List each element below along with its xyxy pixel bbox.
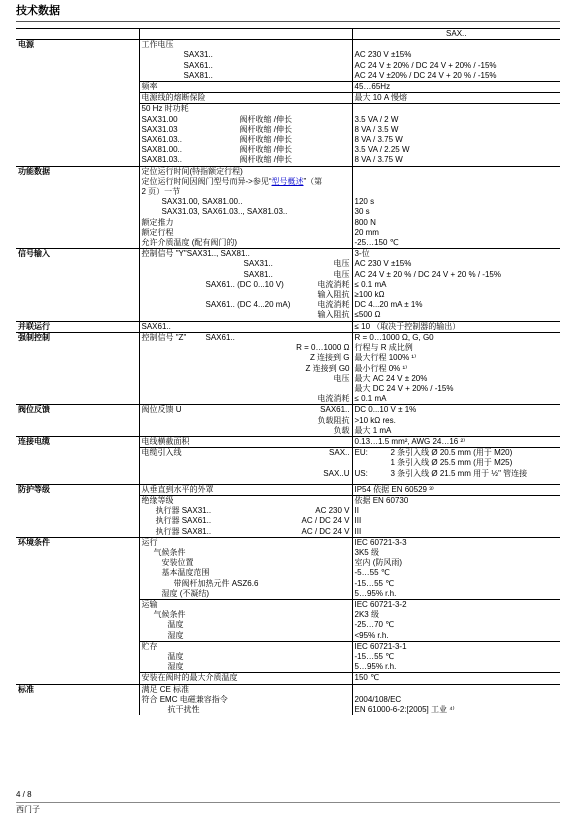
cell-value: AC 230 V ±15% — [354, 50, 412, 60]
cell-value: 800 N — [354, 217, 376, 227]
section-label: 环境条件 — [16, 537, 139, 548]
table-row — [16, 695, 560, 705]
cell-label: SAX61.. (DC 4...20 mA) — [205, 300, 291, 310]
table-row — [16, 61, 560, 71]
table-row — [16, 353, 560, 363]
cell-label: 阀位反馈 U — [141, 405, 182, 415]
cell-value: IEC 60721-3-1 — [352, 641, 560, 652]
cell-label: 湿度 — [139, 662, 352, 673]
cell-label: 电压 — [333, 259, 350, 269]
cell-value: 依据 EN 60730 — [352, 495, 560, 506]
cell-value: AC 24 V ± 20 % / DC 24 V + 20 % / -15% — [354, 269, 501, 279]
cell-label: 阀杆收缩 /伸长 — [239, 135, 292, 145]
cell-value: -25…70 ℃ — [354, 620, 395, 630]
table-row — [16, 135, 560, 145]
cell-value: 150 ℃ — [352, 673, 560, 684]
cell-label: 额定推力 — [139, 218, 352, 228]
cell-label: SAX81.. — [243, 269, 273, 279]
section-label: 标准 — [16, 684, 139, 695]
table-row — [16, 300, 560, 310]
cell-value: 2K3 级 — [354, 610, 379, 620]
table-row — [16, 405, 560, 416]
cell-value: 最大行程 100% ¹⁾ — [354, 353, 417, 363]
cell-label: SAX31.00, SAX81.00.. — [139, 197, 352, 207]
table-row — [16, 495, 560, 506]
table-row — [16, 115, 560, 125]
cell-value: <95% r.h. — [354, 630, 389, 640]
table-row — [16, 218, 560, 228]
cell-value: 最大 DC 24 V + 20% / -15% — [354, 383, 454, 393]
table-row — [16, 620, 560, 630]
table-row — [16, 40, 560, 51]
cell-label: 电压 — [333, 269, 350, 279]
page-title: 技术数据 — [16, 5, 60, 17]
cell-label: 2 页）一节 — [139, 187, 352, 197]
tech-data-table — [16, 28, 560, 715]
cell-value: ≥100 kΩ — [354, 290, 385, 300]
table-row — [16, 705, 560, 715]
table-row — [16, 238, 560, 249]
table-row — [16, 166, 560, 177]
cell-label: ”（第 — [303, 176, 323, 186]
company-name: 西门子 — [16, 805, 40, 814]
section-label: 连接电缆 — [16, 436, 139, 447]
table-row — [16, 652, 560, 662]
cell-label: 控制信号 "Y"SAX31.., SAX81.. — [139, 249, 352, 260]
cell-value: -15…55 ℃ — [354, 651, 395, 661]
cell-value: 5…95% r.h. — [354, 662, 397, 672]
cell-value: 最大 AC 24 V ± 20% — [354, 373, 428, 383]
cell-label: 符合 EMC 电磁兼容指令 — [139, 695, 352, 705]
footer-rule — [16, 802, 560, 803]
cell-value: IP54 依据 EN 60529 ³⁾ — [352, 484, 560, 495]
table-row — [16, 364, 560, 374]
cell-label: 负载阻抗 — [139, 416, 352, 426]
table-row — [16, 558, 560, 568]
table-row — [16, 290, 560, 300]
cell-label: 气候条件 — [139, 548, 352, 558]
table-header-row — [16, 29, 560, 40]
table-row — [16, 394, 560, 405]
section-label: 功能数据 — [16, 166, 139, 177]
cell-value: -5…55 ℃ — [354, 568, 390, 578]
table-row — [16, 416, 560, 426]
cell-value: 2 条引入线 Ø 20.5 mm (用于 M20) — [390, 448, 513, 458]
cell-label: 电源线的熔断保险 — [139, 93, 352, 104]
table-row — [16, 310, 560, 321]
cell-label: 定位运行时间因阀门型号而异->参见“ — [141, 176, 272, 186]
cell-label: 输入阻抗 — [139, 290, 352, 300]
cell-value: -15…55 ℃ — [354, 578, 395, 588]
cell-label: 执行器 SAX61.. — [155, 516, 212, 526]
cell-label: 允许介质温度 (配有阀门的) — [139, 238, 352, 249]
cell-value: EN 61000-6-2:[2005] 工业 ⁴⁾ — [354, 705, 455, 714]
cell-value: 行程与 R 成比例 — [354, 343, 413, 353]
cell-label: 电流消耗 — [139, 394, 352, 405]
table-row — [16, 484, 560, 495]
table-row — [16, 187, 560, 197]
cell-value: 3 条引入线 Ø 21.5 mm 用于 ½" 管连接 — [390, 468, 528, 478]
cell-label: SAX61.. — [139, 321, 352, 332]
cell-label: AC / DC 24 V — [301, 526, 350, 536]
cell-value: EU: — [354, 448, 368, 458]
cell-value: 3K5 级 — [354, 547, 379, 557]
table-row — [16, 332, 560, 343]
cell-label: SAX81.03.. — [141, 155, 182, 165]
cell-value: 8 VA / 3.75 W — [354, 135, 403, 145]
table-row — [16, 589, 560, 600]
cell-value: 室内 (防风雨) — [354, 558, 403, 568]
cell-label: SAX61.. — [139, 61, 352, 71]
table-row — [16, 259, 560, 269]
table-row — [16, 631, 560, 642]
cell-label: SAX31.03 — [141, 124, 178, 134]
table-row — [16, 673, 560, 684]
table-row — [16, 568, 560, 578]
cell-label: 50 Hz 时功耗 — [139, 104, 352, 115]
cell-value: ≤ 0.1 mA — [354, 279, 387, 289]
cell-label: R = 0…1000 Ω — [139, 343, 352, 353]
table-row — [16, 155, 560, 166]
cell-value: 1 条引入线 Ø 25.5 mm (用于 M25) — [390, 458, 513, 468]
table-row — [16, 71, 560, 82]
table-row — [16, 177, 560, 187]
column-header: SAX.. — [352, 29, 560, 40]
cell-value: 3.5 VA / 2.25 W — [354, 145, 410, 155]
cell-label: Z 连接到 G — [139, 353, 352, 363]
table-row — [16, 641, 560, 652]
cell-label: SAX.. — [329, 448, 350, 458]
table-row — [16, 516, 560, 526]
cell-label: Z 连接到 G0 — [139, 364, 352, 374]
cell-label: 电线横截面积 — [139, 436, 352, 447]
cell-value: 45…65Hz — [352, 82, 560, 93]
cell-value: DC 0...10 V ± 1% — [352, 405, 560, 416]
cell-label: 电流消耗 — [317, 300, 350, 310]
cell-label: 负载 — [139, 426, 352, 437]
table-row — [16, 579, 560, 589]
table-row — [16, 374, 560, 384]
cell-label: SAX61.. (DC 0...10 V) — [205, 279, 284, 289]
cell-value: 30 s — [354, 207, 370, 217]
cell-label: 湿度 — [139, 631, 352, 642]
cell-label: AC 230 V — [315, 506, 350, 516]
cell-label: 抗干扰性 — [139, 705, 352, 715]
cell-label: 从垂直到水平的外罩 — [139, 484, 352, 495]
cell-label: SAX31.. — [139, 50, 352, 60]
cell-label: 电压 — [139, 374, 352, 384]
cell-value: AC 24 V ±20% / DC 24 V + 20 % / -15% — [354, 70, 497, 80]
cell-label: 满足 CE 标准 — [139, 684, 352, 695]
table-row — [16, 436, 560, 447]
table-row — [16, 104, 560, 115]
cell-label: SAX61.. — [205, 332, 235, 342]
cell-label: 湿度 (不凝结) — [139, 589, 352, 600]
table-row — [16, 321, 560, 332]
section-label: 信号输入 — [16, 249, 139, 260]
cell-value: IEC 60721-3-2 — [352, 599, 560, 610]
table-row — [16, 599, 560, 610]
table-row — [16, 228, 560, 238]
cell-value: DC 4...20 mA ± 1% — [354, 300, 423, 310]
cell-label: SAX31.00 — [141, 114, 178, 124]
cell-label: 电缆引入线 — [141, 448, 182, 458]
table-row — [16, 610, 560, 620]
table-row — [16, 548, 560, 558]
cell-label: 运行 — [139, 537, 352, 548]
cell-value: AC 230 V ±15% — [354, 259, 412, 269]
cell-label: 阀杆收缩 /伸长 — [239, 155, 292, 165]
cell-value: US: — [354, 468, 368, 478]
cell-value: R = 0…1000 Ω, G, G0 — [352, 332, 560, 343]
cell-label: 运输 — [139, 599, 352, 610]
cell-value: >10 kΩ res. — [354, 415, 396, 425]
cell-value: III — [354, 516, 362, 526]
cell-value: 最小行程 0% ¹⁾ — [354, 363, 408, 373]
cell-value: III — [354, 526, 362, 536]
cell-value: ≤ 10 （取决于控制器的输出） — [352, 321, 560, 332]
table-row — [16, 527, 560, 538]
cell-label: SAX31.03, SAX61.03.., SAX81.03.. — [139, 207, 352, 217]
table-row — [16, 280, 560, 290]
section-label: 阀位反馈 — [16, 405, 139, 416]
cell-value: -25…150 ℃ — [354, 238, 399, 248]
cell-label: 控制信号 "Z" — [141, 332, 187, 342]
cell-value: ≤ 0.1 mA — [354, 394, 387, 404]
cell-label: 温度 — [139, 620, 352, 630]
cell-value: 最大 10 A 慢熔 — [352, 93, 560, 104]
table-row — [16, 207, 560, 217]
cell-value: 3.5 VA / 2 W — [354, 114, 399, 124]
cell-value: 2004/108/EC — [354, 694, 402, 704]
cell-label: 绝缘等级 — [139, 495, 352, 506]
cell-label: 工作电压 — [139, 40, 352, 51]
table-row — [16, 82, 560, 93]
table-row — [16, 197, 560, 207]
table-row — [16, 50, 560, 60]
cell-label: SAX..U — [139, 469, 352, 479]
cell-label: 额定行程 — [139, 228, 352, 238]
cell-label: 气候条件 — [139, 610, 352, 620]
cell-value: ≤500 Ω — [354, 310, 381, 320]
cell-label: 安装在阀时的最大介质温度 — [139, 673, 352, 684]
cell-label: 阀杆收缩 /伸长 — [239, 124, 292, 134]
table-row — [16, 145, 560, 155]
table-row — [16, 270, 560, 280]
cell-label: SAX81.00.. — [141, 145, 182, 155]
header-rule — [16, 21, 560, 22]
cell-label: 阀杆收缩 /伸长 — [239, 145, 292, 155]
section-label: 强制控制 — [16, 332, 139, 343]
section-label: 电源 — [16, 40, 139, 51]
cell-label: 频率 — [139, 82, 352, 93]
cell-label: 基本温度范围 — [139, 568, 352, 578]
table-row — [16, 426, 560, 437]
table-row — [16, 448, 560, 459]
cell-value: 5…95% r.h. — [354, 588, 397, 598]
table-row — [16, 384, 560, 394]
table-row — [16, 537, 560, 548]
table-row — [16, 458, 560, 468]
cell-value: 120 s — [354, 197, 375, 207]
cell-label: 安装位置 — [139, 558, 352, 568]
cell-label: 带阀杆加热元件 ASZ6.6 — [139, 579, 352, 589]
cell-value: 最大 1 mA — [354, 425, 392, 435]
cell-label: 执行器 SAX81.. — [155, 526, 212, 536]
model-overview-link[interactable]: 型号概述 — [271, 176, 304, 186]
table-row — [16, 684, 560, 695]
cell-value: 0.13…1.5 mm², AWG 24…16 ²⁾ — [352, 436, 560, 447]
cell-label: 电流消耗 — [317, 279, 350, 289]
table-row — [16, 249, 560, 260]
table-row — [16, 343, 560, 353]
cell-value: IEC 60721-3-3 — [352, 537, 560, 548]
table-row — [16, 469, 560, 479]
cell-label: SAX81.. — [139, 71, 352, 82]
page-number: 4 / 8 — [16, 790, 32, 799]
table-row — [16, 125, 560, 135]
cell-label: SAX61.. — [320, 405, 350, 415]
cell-label: SAX31.. — [243, 259, 273, 269]
cell-label: 温度 — [139, 652, 352, 662]
table-row — [16, 506, 560, 516]
cell-label: 阀杆收缩 /伸长 — [239, 114, 292, 124]
cell-value: 8 VA / 3.5 W — [354, 124, 399, 134]
table-row — [16, 93, 560, 104]
cell-label: 贮存 — [139, 641, 352, 652]
cell-value: 20 mm — [354, 227, 379, 237]
cell-value: 3-位 — [352, 249, 560, 260]
section-label: 并联运行 — [16, 321, 139, 332]
cell-label: AC / DC 24 V — [301, 516, 350, 526]
cell-label: 定位运行时间(特指额定行程) — [139, 166, 352, 177]
cell-label: SAX61.03.. — [141, 135, 182, 145]
cell-value: II — [354, 506, 359, 516]
cell-value: 8 VA / 3.75 W — [354, 155, 403, 165]
cell-label: 输入阻抗 — [139, 310, 352, 321]
cell-label: 执行器 SAX31.. — [155, 506, 212, 516]
cell-value: AC 24 V ± 20% / DC 24 V + 20% / -15% — [354, 60, 497, 70]
table-row — [16, 662, 560, 673]
section-label: 防护等级 — [16, 484, 139, 495]
